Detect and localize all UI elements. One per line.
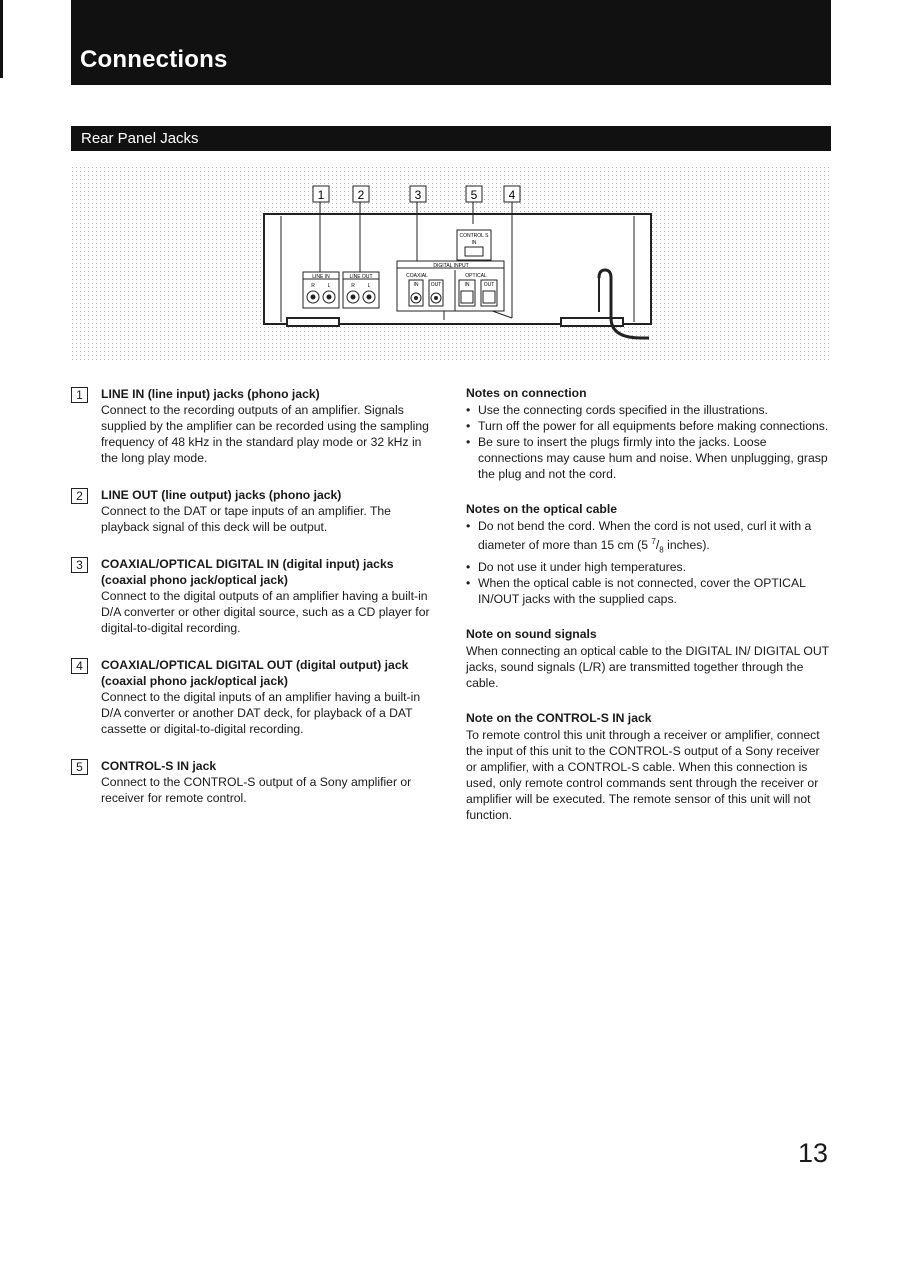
note-text: To remote control this unit through a receiver or amplifier, connect the input of this unit to the CONTROL-S output of a Sony receiver or amplifier, with a CONTROL-S cable. When this connection is used, only remote control commands sent through the receiver or amplifier will be executed. The remote sensor of this unit will not function. (466, 727, 820, 822)
notes-column (466, 386, 832, 843)
note-control-s (466, 711, 832, 823)
note-item: • Use the connecting cords specified in the illustrations. (466, 402, 832, 418)
note-optical-cable (466, 502, 832, 607)
svg-text:IN: IN (464, 282, 470, 288)
control-s-jack (465, 247, 483, 256)
jack-title: LINE OUT (line output) jacks (phono jack) (101, 488, 342, 502)
svg-text:IN: IN (413, 282, 419, 288)
jack-item-line-in (71, 386, 431, 466)
svg-text:L: L (367, 283, 371, 289)
svg-text:DIGITAL INPUT: DIGITAL INPUT (433, 263, 469, 269)
jack-number-box: 4 (71, 658, 88, 674)
svg-text:R: R (351, 283, 355, 289)
jack-number-box: 5 (71, 759, 88, 775)
note-item: • Do not use it under high temperatures. (466, 559, 832, 575)
callout-2 (353, 186, 369, 202)
line-in-jacks (303, 272, 339, 308)
note-item: • Turn off the power for all equipments before making connections. (466, 418, 832, 434)
jack-description: Connect to the digital outputs of an amplifier having a built-in D/A converter or other digital source, such as a CD player for digital-to-digital recording. (101, 589, 430, 635)
svg-text:COAXIAL: COAXIAL (406, 273, 428, 279)
jack-item-line-out (71, 487, 431, 535)
note-list (466, 402, 832, 482)
jack-description: Connect to the digital inputs of an amplifier having a built-in D/A converter or another DAT deck, for playback of a DAT cassette or digital-to-digital recording. (101, 690, 421, 736)
jack-number-box: 1 (71, 387, 88, 403)
note-connection (466, 386, 832, 482)
svg-text:OUT: OUT (483, 282, 495, 288)
note-item: • Do not bend the cord. When the cord is not used, curl it with a diameter of more than 15 cm (5 $^7/_8$ inches). (466, 518, 832, 559)
callout-1 (313, 186, 329, 202)
note-title: Notes on the optical cable (466, 502, 618, 516)
svg-text:4: 4 (508, 188, 516, 202)
svg-text:LINE IN: LINE IN (312, 274, 330, 280)
callout-3 (410, 186, 426, 202)
svg-text:R: R (311, 283, 315, 289)
jack-description: Connect to the recording outputs of an amplifier. Signals supplied by the amplifier can be recorded using the sampling frequency of 48 kHz in the standard play mode or 32 kHz in the long play mode. (101, 403, 429, 465)
foot-left (287, 318, 339, 326)
svg-text:2: 2 (357, 188, 365, 202)
callout-4 (504, 186, 520, 202)
coaxial-out-jack (429, 280, 443, 306)
jack-title: LINE IN (line input) jacks (phono jack) (101, 387, 320, 401)
svg-text:OPTICAL: OPTICAL (465, 273, 487, 279)
svg-text:L: L (327, 283, 331, 289)
jack-item-digital-in (71, 556, 431, 636)
page-title: Connections (80, 46, 228, 73)
jack-description: Connect to the CONTROL-S output of a Sony amplifier or receiver for remote control. (101, 775, 412, 805)
svg-text:3: 3 (414, 188, 422, 202)
svg-text:1: 1 (317, 188, 325, 202)
jack-title: CONTROL-S IN jack (101, 759, 217, 773)
callout-5 (466, 186, 482, 202)
note-title: Notes on connection (466, 386, 587, 400)
page-edge-mark (0, 0, 3, 78)
jack-list (71, 386, 431, 827)
jack-item-control-s (71, 758, 431, 806)
line-out-jacks (343, 272, 379, 308)
svg-text:IN: IN (471, 240, 477, 246)
jack-number-box: 2 (71, 488, 88, 504)
note-item: • Be sure to insert the plugs firmly into the jacks. Loose connections may cause hum and noise. When unplugging, grasp the plug and not the cord. (466, 434, 832, 482)
svg-text:OUT: OUT (430, 282, 442, 288)
svg-text:LINE OUT: LINE OUT (349, 274, 373, 280)
jack-description: Connect to the DAT or tape inputs of an amplifier. The playback signal of this deck will be output. (101, 504, 391, 534)
note-list (466, 518, 832, 607)
note-sound-signals (466, 627, 832, 691)
jack-number-box: 3 (71, 557, 88, 573)
page-number: 13 (798, 1138, 829, 1168)
jack-item-digital-out (71, 657, 431, 737)
note-item: • When the optical cable is not connected, cover the OPTICAL IN/OUT jacks with the supplied caps. (466, 575, 832, 607)
note-text: When connecting an optical cable to the DIGITAL IN/ DIGITAL OUT jacks, sound signals (L/R) are transmitted together through the cable. (466, 643, 829, 690)
coaxial-in-jack (409, 280, 423, 306)
jack-title: COAXIAL/OPTICAL DIGITAL IN (digital input) jacks (coaxial phono jack/optical jack) (101, 557, 394, 587)
svg-text:CONTROL S: CONTROL S (459, 233, 489, 239)
optical-in-jack (459, 280, 475, 306)
note-title: Note on sound signals (466, 626, 597, 641)
svg-text:5: 5 (470, 188, 478, 202)
rear-panel-diagram (71, 158, 831, 360)
foot-right (561, 318, 623, 326)
optical-out-jack (481, 280, 497, 306)
section-title: Rear Panel Jacks (81, 130, 199, 147)
jack-title: COAXIAL/OPTICAL DIGITAL OUT (digital output) jack (coaxial phono jack/optical jack) (101, 658, 409, 688)
note-title: Note on the CONTROL-S IN jack (466, 710, 652, 725)
